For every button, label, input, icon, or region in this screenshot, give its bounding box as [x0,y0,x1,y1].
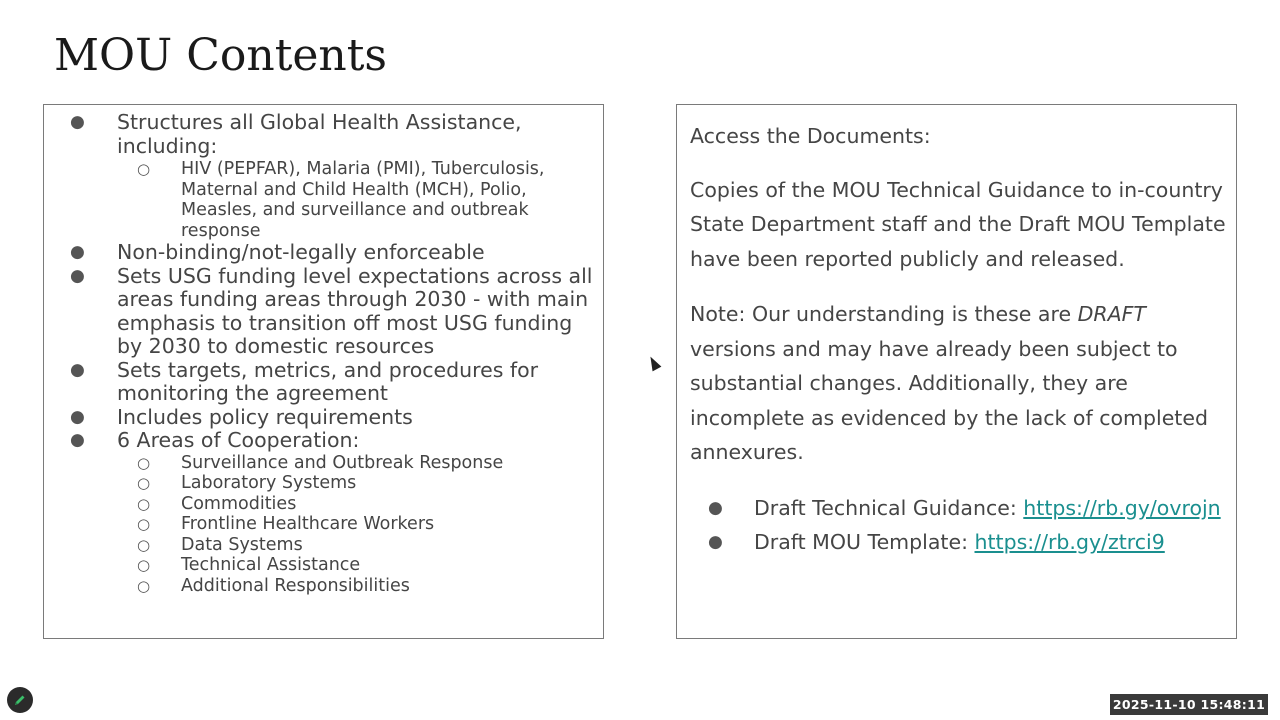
sub-list-item [117,514,593,535]
sub-list-item [117,494,593,515]
areas-of-cooperation-list [117,453,593,597]
bullet-icon: ● [70,112,85,132]
technical-guidance-link[interactable]: https://rb.gy/ovrojn [1023,495,1221,520]
list-item-text: 6 Areas of Cooperation: [117,428,360,452]
sub-list-item-text: Laboratory Systems [181,473,357,493]
list-item-text: Sets targets, metrics, and procedures for monitoring the agreement [117,357,539,405]
sub-list-item [117,453,593,474]
sub-list-item [117,555,593,576]
panel-heading: Access the Documents: [690,124,931,148]
sub-list-item [117,576,593,597]
hollow-bullet-icon: ○ [137,453,151,472]
bullet-icon: ● [70,406,85,427]
list-item [44,429,593,596]
list-item-text: Includes policy requirements [117,404,413,429]
timestamp-badge: 2025-11-10 15:48:11 [1110,694,1268,715]
bullet-icon: ● [70,242,85,262]
hollow-bullet-icon: ○ [137,515,151,533]
note-emphasis: DRAFT [1077,302,1146,326]
document-links-list [690,491,1228,559]
sub-list-item [117,473,593,494]
sub-list-item-text: Additional Responsibilities [181,575,410,596]
sub-list-item-text: Commodities [181,493,297,514]
bullet-icon: ● [70,265,85,286]
hollow-bullet-icon: ○ [137,576,151,595]
hollow-bullet-icon: ○ [137,160,151,178]
sub-list-item [117,159,593,241]
hollow-bullet-icon: ○ [137,494,151,513]
hollow-bullet-icon: ○ [137,556,151,574]
list-item [44,241,593,265]
list-item-text: Non-binding/not-legally enforceable [117,240,485,264]
sub-list-item-text: HIV (PEPFAR), Malaria (PMI), Tuberculosis, Maternal and Child Health (MCH), Polio, Measles, and surveillance and outbreak response [181,159,545,241]
sub-list-item-text: Surveillance and Outbreak Response [181,452,504,473]
hollow-bullet-icon: ○ [137,535,151,554]
list-item [44,265,593,359]
bullet-icon: ● [708,531,723,552]
bullet-icon: ● [70,359,85,380]
note-suffix: versions and may have already been subject to substantial changes. Additionally, they are incomplete as evidenced by the lack of completed annexures. [690,336,1208,464]
link-label: Draft MOU Template: [754,529,975,554]
link-item-technical-guidance [690,491,1228,525]
list-item-text: Structures all Global Health Assistance, including: [117,110,522,158]
list-item [44,359,593,406]
copies-paragraph: Copies of the MOU Technical Guidance to in-country State Department staff and the Draft MOU Template have been reported publicly and released. [690,177,1226,271]
contents-list [44,111,593,596]
pen-tool-button[interactable] [7,687,33,713]
link-label: Draft Technical Guidance: [754,495,1024,520]
list-item [44,406,593,430]
sub-list-item-text: Technical Assistance [181,555,361,575]
list-item [44,111,593,241]
sub-list-item-text: Data Systems [181,534,303,555]
mouse-cursor-icon [646,354,661,371]
sub-list-item [117,535,593,556]
sub-list-item-text: Frontline Healthcare Workers [181,514,435,534]
bullet-icon: ● [70,430,85,450]
bullet-icon: ● [708,497,723,518]
note-prefix: Note: Our understanding is these are [690,302,1078,326]
link-item-mou-template [690,525,1228,559]
mou-contents-panel [43,104,604,639]
access-documents-panel [676,104,1237,639]
pen-icon [13,693,27,707]
hollow-bullet-icon: ○ [137,474,151,492]
note-paragraph [690,297,1228,470]
slide-title: MOU Contents [54,30,388,81]
mou-template-link[interactable]: https://rb.gy/ztrci9 [974,529,1165,554]
sub-list [117,159,593,241]
list-item-text: Sets USG funding level expectations across all areas funding areas through 2030 - with main emphasis to transition off most USG funding by 2030 to domestic resources [117,263,593,358]
